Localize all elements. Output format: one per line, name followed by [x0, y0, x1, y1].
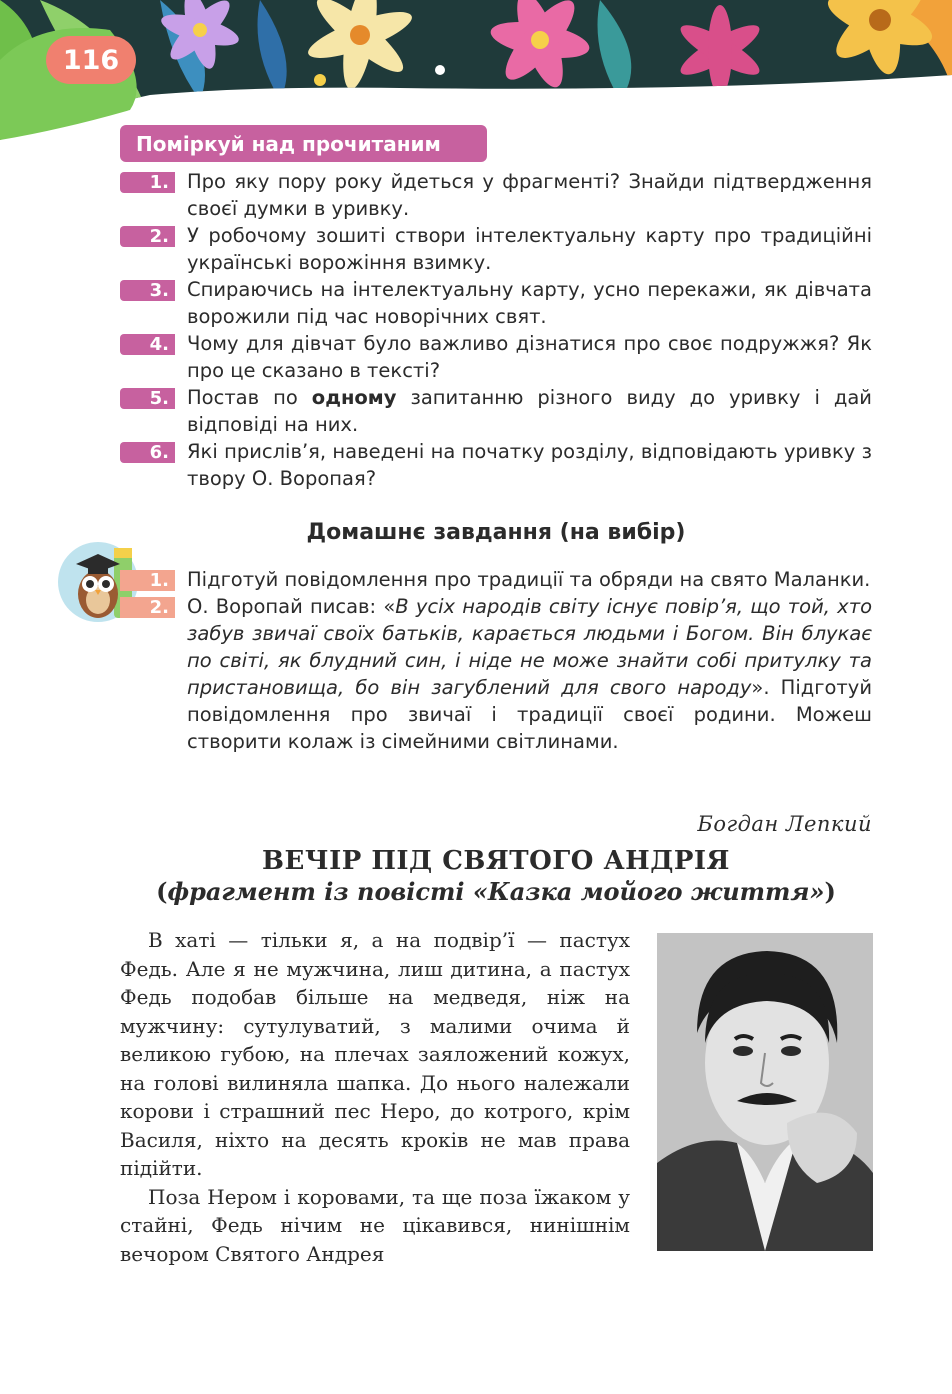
homework-quote: В усіх народів світу існує повір’я, що той, хто забув звичаї своїх батьків, карається людьми і Богом. Він блукає по світі, як блудний син, і ніде не може знайти собі притулку та пристановища, бо він загублений для свого народу: [187, 595, 872, 699]
homework-number: 1.: [120, 570, 175, 591]
reading-paragraph: В хаті — тільки я, а на подвір’ї — пастух Федь. Але я не мужчина, лиш дитина, а пастух Федь подобав більше на медведя, ніж на мужчину: сутулуватий, з малими очима й великою губою, на плечах заяложений кожух, на голові вилиняла шапка. До нього належали корови і страшний пес Неро, до котрого, крім Василя, ніхто на десять кроків не мав права підійти.: [120, 928, 630, 1180]
question-text: Про яку пору року йдеться у фрагменті? Знайди підтвердження своєї думки в уривку.: [187, 170, 872, 220]
author-name: Богдан Лепкий: [697, 812, 872, 836]
question-number: 3.: [120, 280, 175, 301]
subtitle-text: фрагмент із повісті «Казка мойого життя»: [167, 877, 825, 906]
homework-text-pre: О. Воропай писав: «: [187, 595, 396, 618]
reading-text: [120, 926, 630, 1268]
homework-list: [120, 566, 872, 755]
question-number: 5.: [120, 388, 175, 409]
question-text: [187, 386, 872, 436]
question-text-emphasis: одному: [311, 386, 397, 409]
question-text: У робочому зошиті створи інтелектуальну карту про традиційні українські ворожіння взимку.: [187, 224, 872, 274]
question-item: [120, 222, 872, 276]
question-text-pre: Постав по: [187, 386, 312, 409]
section-title: Поміркуй над прочитаним: [120, 125, 487, 162]
question-text-post: запитанню різного виду до уривку і дай відповіді на них.: [187, 386, 872, 436]
question-number: 6.: [120, 442, 175, 463]
homework-text-post: ». Підготуй повідомлення про звичаї і традиції своєї родини. Можеш створити колаж із сімейними світлинами.: [187, 676, 872, 753]
question-item: [120, 330, 872, 384]
homework-text: [187, 595, 872, 753]
homework-text: Підготуй повідомлення про традиції та обряди на свято Маланки.: [187, 568, 871, 591]
page-number: 116: [46, 36, 136, 84]
question-text: Які прислів’я, наведені на початку розділу, відповідають уривку з твору О. Воропая?: [187, 440, 872, 490]
question-item: [120, 438, 872, 492]
question-item: [120, 384, 872, 438]
question-item: [120, 168, 872, 222]
subtitle-close-paren: ): [824, 877, 836, 906]
homework-number: 2.: [120, 597, 175, 618]
homework-item: [120, 593, 872, 755]
question-item: [120, 276, 872, 330]
question-number: 2.: [120, 226, 175, 247]
floral-header-banner: [0, 0, 952, 140]
question-text: Спираючись на інтелектуальну карту, усно перекажи, як дівчата ворожили під час новорічних свят.: [187, 278, 872, 328]
question-number: 1.: [120, 172, 175, 193]
reading-paragraph: Поза Нером і коровами, та ще поза їжаком у стайні, Федь нічим не цікавився, нинішнім вечором Святого Андрея: [120, 1184, 630, 1266]
homework-item: [120, 566, 872, 593]
question-number: 4.: [120, 334, 175, 355]
work-subtitle: [120, 877, 872, 906]
homework-title: Домашнє завдання (на вибір): [306, 520, 686, 545]
question-text: Чому для дівчат було важливо дізнатися про своє подружжя? Як про це сказано в тексті?: [187, 332, 872, 382]
question-list: [120, 168, 872, 492]
work-title: ВЕЧІР ПІД СВЯТОГО АНДРІЯ: [262, 846, 730, 876]
author-portrait-image: [657, 933, 873, 1251]
subtitle-open-paren: (: [156, 877, 168, 906]
